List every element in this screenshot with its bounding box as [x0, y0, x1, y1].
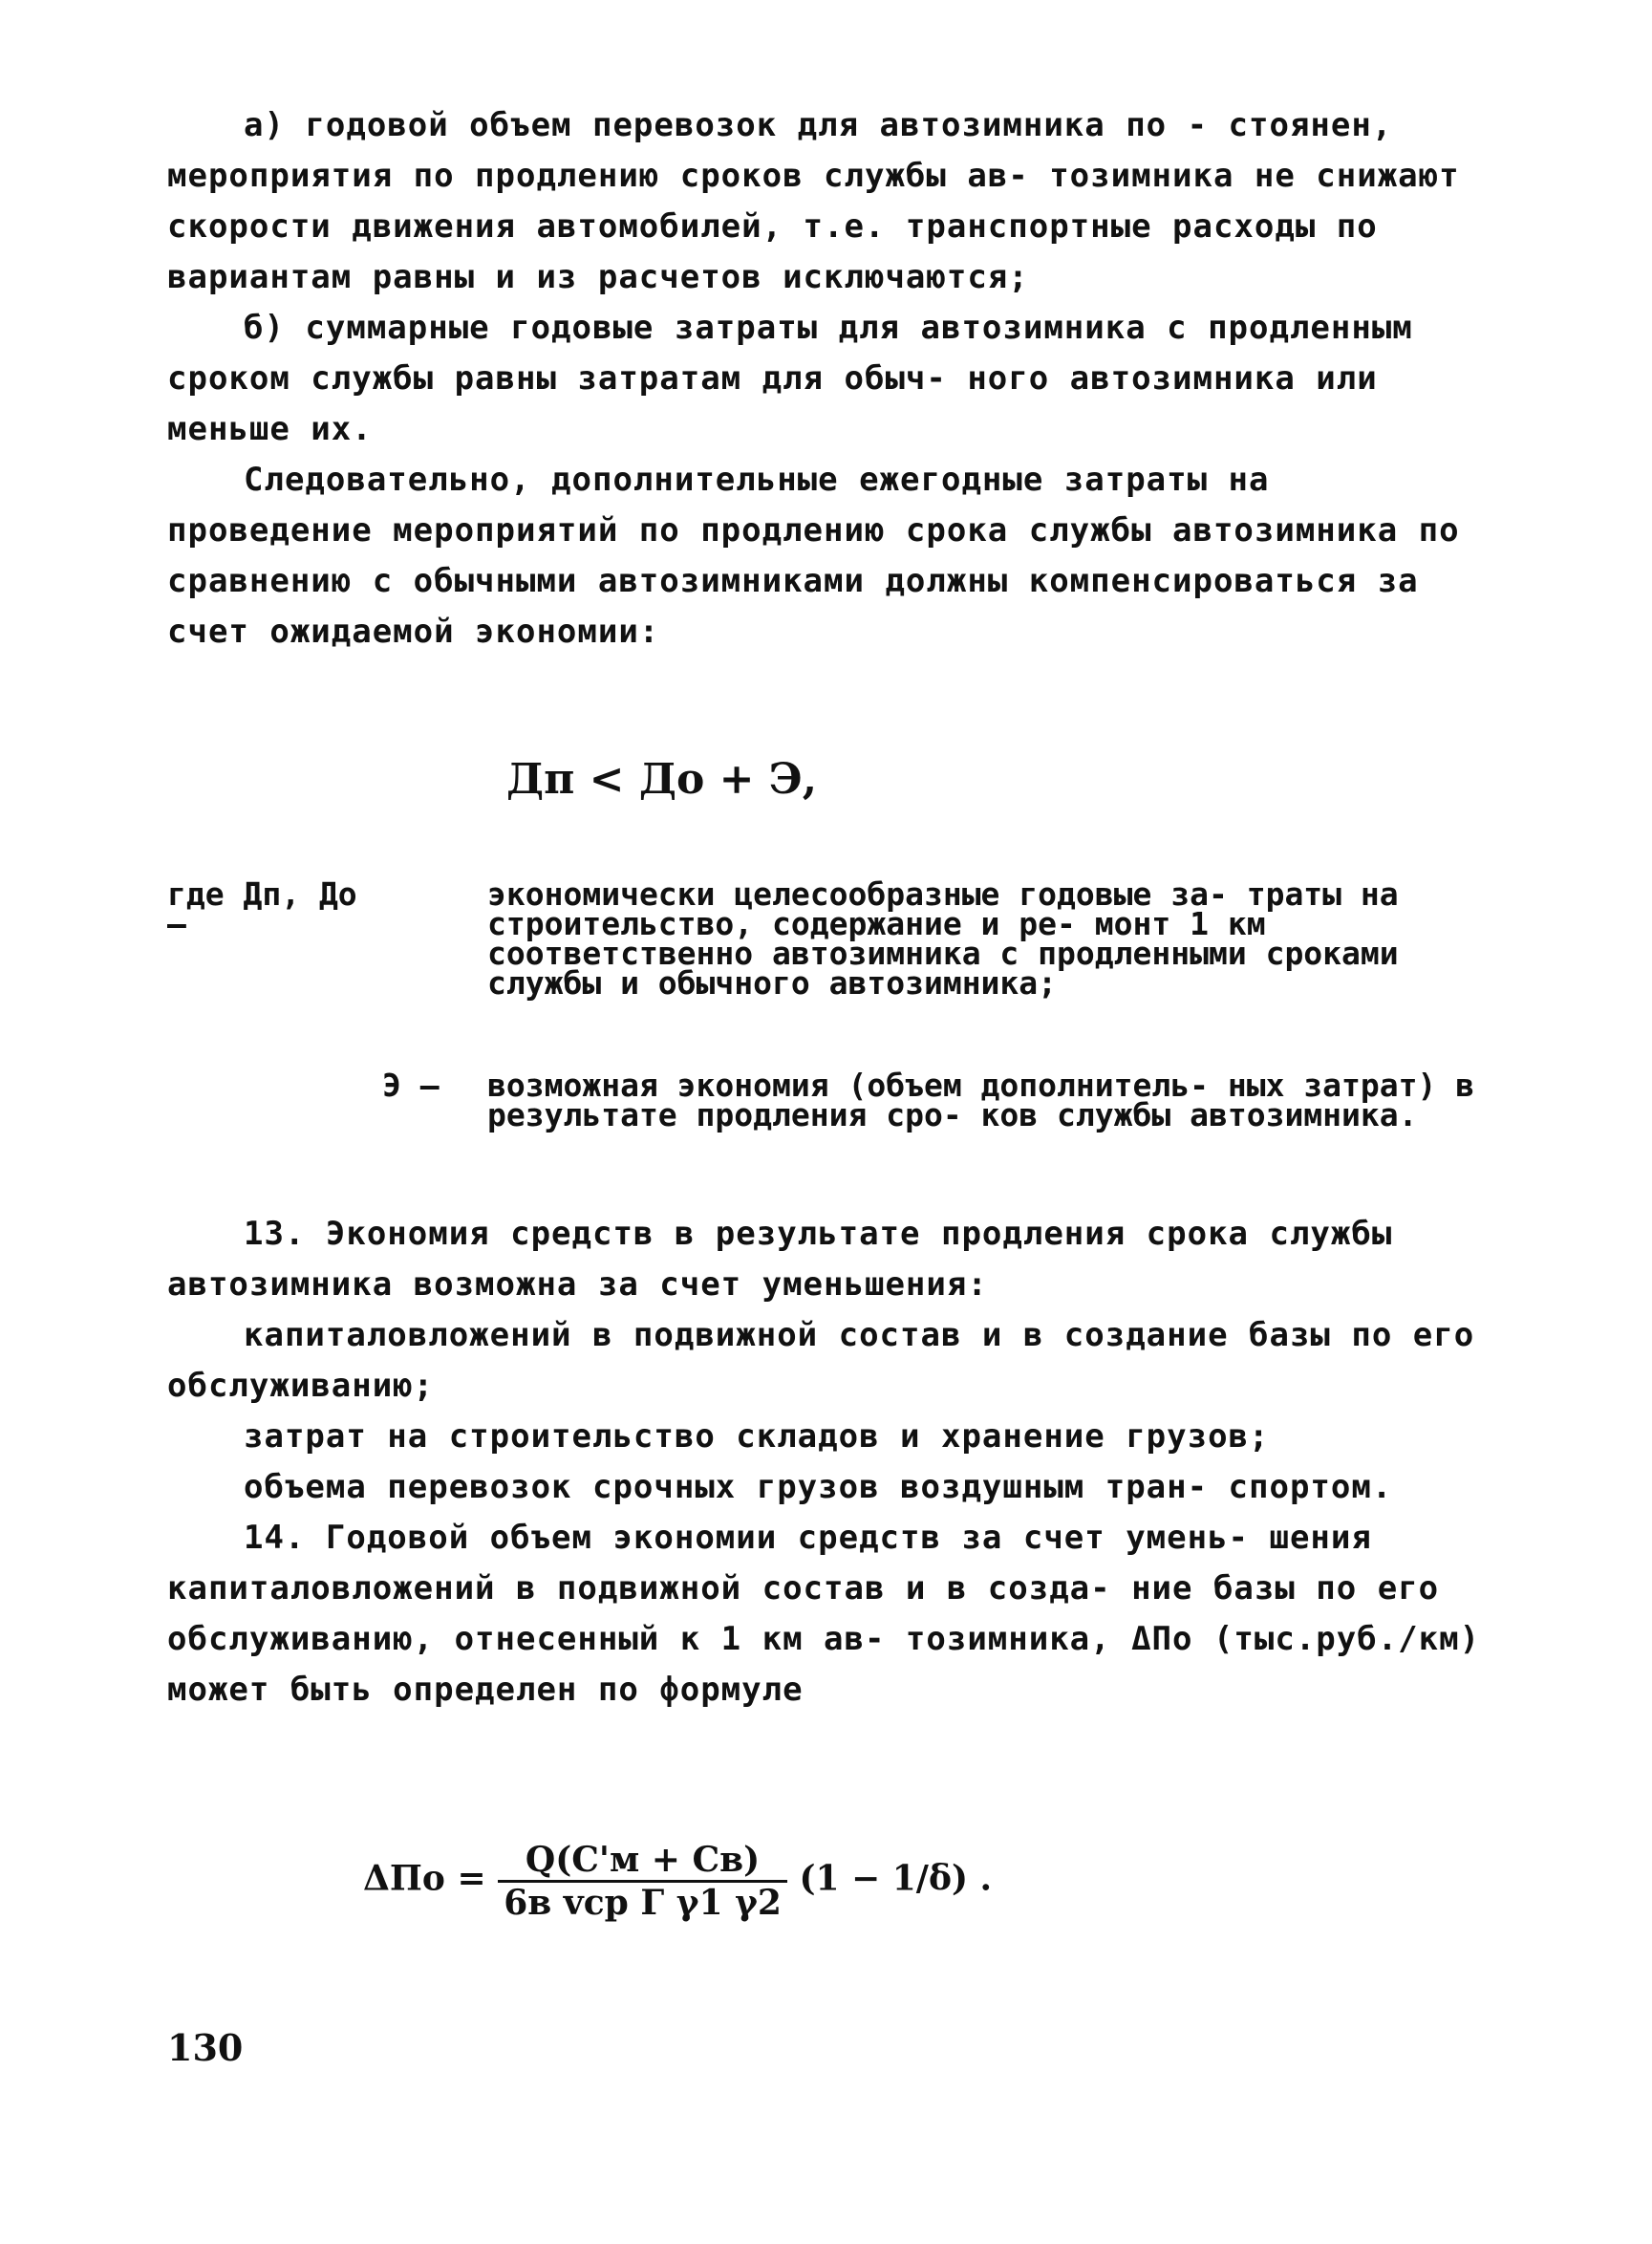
page-number: 130 — [167, 2026, 244, 2069]
paragraph-a: а) годовой объем перевозок для автозимника по - стоянен, мероприятия по продлению сроков службы ав- тозимника не снижают скорости движения автомобилей, т.е. транспортные расходы по вариантам равны и из расчетов исключаются; — [167, 106, 1460, 296]
paragraph-b: б) суммарные годовые затраты для автозимника с продленным сроком службы равны затратам для обыч- ного автозимника или меньше их. — [167, 309, 1413, 448]
section-13 — [167, 1209, 1486, 1715]
paragraph-14: 14. Годовой объем экономии средств за счет умень- шения капиталовложений в подвижной состав и в созда- ние базы по его обслуживанию, отнесенный к 1 км ав- тозимника, ΔПо (тыс.руб./км) может быть определен по формуле — [167, 1519, 1481, 1709]
inequality-formula: Дп < До + Э, — [506, 755, 818, 804]
economy-formula — [363, 1840, 992, 1923]
formula-lhs: ΔПо = — [363, 1858, 486, 1899]
definition-2-text: возможная экономия (объем дополнитель- ных затрат) в результате продления сро- ков службы автозимника. — [487, 1067, 1475, 1133]
list-item-warehouses: затрат на строительство складов и хранение грузов; — [244, 1417, 1270, 1456]
list-item-air-transport: объема перевозок срочных грузов воздушным тран- спортом. — [244, 1468, 1393, 1506]
paragraph-consequently: Следовательно, дополнительные ежегодные затраты на проведение мероприятий по продлению срока службы автозимника по сравнению с обычными автозимниками должны компенсироваться за счет ожидаемой экономии: — [167, 461, 1460, 651]
formula-denominator: 6в vср Г γ1 γ2 — [504, 1883, 782, 1923]
definition-1-text: экономически целесообразные годовые за- траты на строительство, содержание и ре- монт 1 км соответственно автозимника с продленными сроками службы и обычного автозимника; — [487, 875, 1399, 1002]
list-item-capital: капиталовложений в подвижной состав и в создание базы по его обслуживанию; — [167, 1316, 1475, 1405]
paragraph-13: 13. Экономия средств в результате продления срока службы автозимника возможна за счет уменьшения: — [167, 1215, 1393, 1304]
formula-numerator: Q(C'м + Cв) — [498, 1840, 787, 1883]
formula-fraction — [498, 1840, 787, 1923]
formula-tail: (1 − 1/δ) . — [799, 1858, 993, 1899]
definition-2-label: Э – — [382, 1067, 440, 1104]
intro-paragraphs — [167, 100, 1486, 658]
definition-1-label: где Дп, До – — [167, 875, 357, 942]
